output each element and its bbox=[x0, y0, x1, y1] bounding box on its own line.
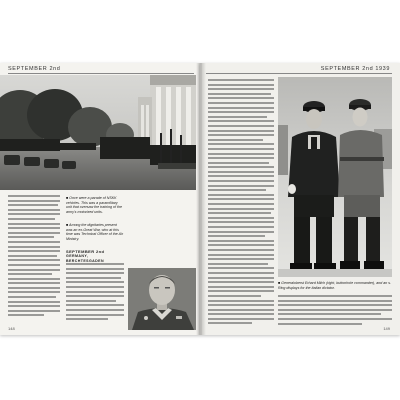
caption-text: Once were a parade of NSKK vehicles. This was a paramilitary unit that oversaw the training of the army's motorized units. bbox=[66, 196, 122, 214]
caption-marker: ■ bbox=[278, 281, 281, 285]
portrait-photo bbox=[128, 268, 196, 330]
right-page bbox=[200, 63, 400, 335]
left-caption-1 bbox=[66, 196, 124, 214]
left-page-text-column-2 bbox=[66, 263, 124, 329]
left-caption-2 bbox=[66, 223, 124, 241]
folio-left: 148 bbox=[8, 326, 15, 331]
caption-marker: ■ bbox=[66, 196, 69, 200]
running-head-left: SEPTEMBER 2nd bbox=[8, 66, 61, 72]
section-title: SEPTEMBER 2nd bbox=[66, 249, 105, 254]
book-gutter bbox=[196, 63, 206, 335]
right-page-text-lower bbox=[278, 295, 392, 329]
header-rule-left bbox=[8, 73, 194, 74]
running-head-right: SEPTEMBER 2nd 1939 bbox=[320, 66, 390, 72]
section-heading bbox=[66, 249, 124, 264]
section-subtitle: GERMANY, BERCHTESGADEN bbox=[66, 254, 104, 263]
caption-marker: ■ bbox=[66, 223, 69, 227]
left-page bbox=[0, 63, 200, 335]
portrait-photo-image bbox=[128, 268, 196, 330]
right-page-text-column bbox=[208, 79, 274, 329]
header-rule-right bbox=[206, 73, 392, 74]
right-caption bbox=[278, 281, 392, 290]
left-page-text-column-1 bbox=[8, 195, 60, 331]
parade-photo bbox=[0, 75, 196, 190]
officers-photo bbox=[278, 77, 392, 277]
caption-text: Generaloberst Erhard Milch (right, buttonhole commander), and an s. Ring displays for the Italian dictator. bbox=[278, 281, 392, 290]
caption-text: Among the dignitaries present was an ex-Great War, who at this time was Technical Officer of the Air Ministry. bbox=[66, 223, 124, 241]
folio-right: 149 bbox=[383, 326, 390, 331]
parade-photo-image bbox=[0, 75, 196, 190]
officers-photo-image bbox=[278, 77, 392, 277]
